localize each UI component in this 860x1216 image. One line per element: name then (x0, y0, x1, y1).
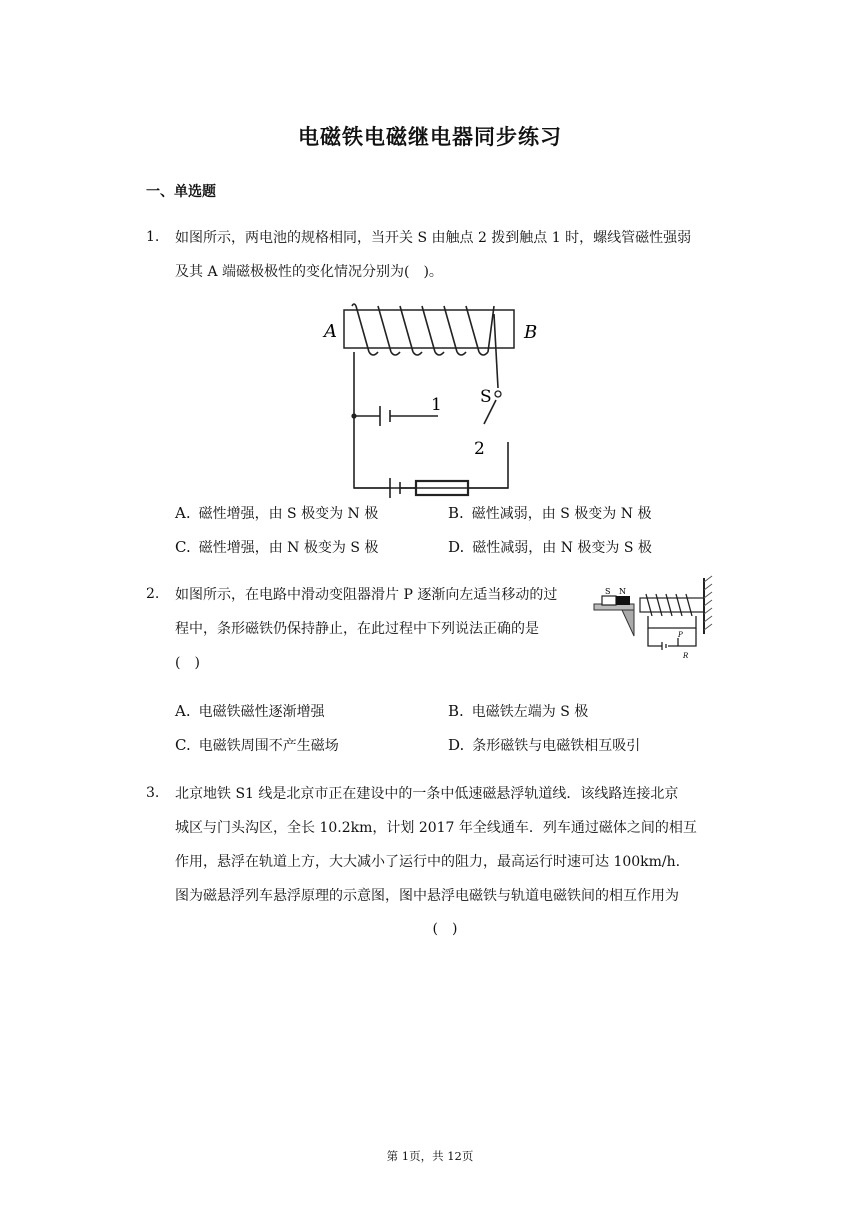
q1-option-d[interactable] (448, 537, 652, 557)
question-3-answer-blank: ( ) (432, 921, 458, 937)
question-line: 城区与门头沟区，全长 10.2km，计划 2017 年全线通车．列车通过磁体之间的相互 (175, 820, 697, 836)
question-1-text (175, 221, 735, 289)
solenoid-circuit-diagram (318, 302, 550, 498)
question-3-number: 3. (146, 785, 160, 801)
q2-option-c[interactable] (175, 735, 339, 755)
option-label: D. (448, 538, 465, 556)
section-heading: 一、单选题 (146, 184, 216, 200)
option-label: A. (175, 702, 191, 720)
question-line: 作用，悬浮在轨道上方，大大减小了运行中的阻力，最高运行时速可达 100km/h. (175, 854, 681, 870)
end-a-label: A (324, 321, 337, 342)
option-text: 磁性减弱，由 S 极变为 N 极 (471, 506, 652, 522)
question-2-number: 2. (146, 586, 160, 602)
rheostat-r-label: R (683, 652, 689, 660)
q2-option-d[interactable] (448, 735, 640, 755)
question-line: 及其 A 端磁极极性的变化情况分别为( )。 (175, 264, 443, 280)
option-text: 电磁铁周围不产生磁场 (198, 738, 339, 754)
option-label: B. (448, 504, 464, 522)
option-label: A. (175, 504, 191, 522)
option-text: 磁性增强，由 S 极变为 N 极 (198, 506, 379, 522)
magnet-s-label: S (605, 587, 611, 596)
magnet-n-label: N (619, 587, 626, 596)
option-label: D. (448, 736, 465, 754)
contact-2-label: 2 (474, 439, 485, 459)
question-line: 程中，条形磁铁仍保持静止，在此过程中下列说法正确的是 (175, 621, 539, 637)
option-text: 条形磁铁与电磁铁相互吸引 (472, 738, 641, 754)
question-2-text (175, 578, 595, 680)
page-footer: 第 1页，共 12页 (386, 1149, 474, 1163)
option-text: 磁性减弱，由 N 极变为 S 极 (472, 540, 652, 556)
option-text: 电磁铁磁性逐渐增强 (198, 704, 325, 720)
question-line: 如图所示，两电池的规格相同，当开关 S 由触点 2 拨到触点 1 时，螺线管磁性强弱 (175, 230, 692, 246)
option-text: 磁性增强，由 N 极变为 S 极 (198, 540, 379, 556)
q2-option-a[interactable] (175, 701, 325, 721)
question-line: 如图所示，在电路中滑动变阻器滑片 P 逐渐向左适当移动的过 (175, 587, 558, 603)
question-3-text (175, 777, 735, 913)
switch-s-label: S (480, 387, 492, 407)
electromagnet-rheostat-diagram (592, 574, 716, 660)
option-text: 电磁铁左端为 S 极 (471, 704, 589, 720)
q1-option-b[interactable] (448, 503, 651, 523)
slider-p-label: P (678, 631, 683, 639)
q1-option-a[interactable] (175, 503, 378, 523)
question-line: ( ) (175, 655, 200, 671)
option-label: B. (448, 702, 464, 720)
page-title: 电磁铁电磁继电器同步练习 (298, 125, 562, 149)
question-line: 图为磁悬浮列车悬浮原理的示意图，图中悬浮电磁铁与轨道电磁铁间的相互作用为 (175, 888, 679, 904)
q1-option-c[interactable] (175, 537, 378, 557)
contact-1-label: 1 (431, 395, 442, 415)
end-b-label: B (524, 322, 538, 343)
question-1-number: 1. (146, 229, 160, 245)
q2-option-b[interactable] (448, 701, 588, 721)
question-line: 北京地铁 S1 线是北京市正在建设中的一条中低速磁悬浮轨道线．该线路连接北京 (175, 786, 679, 802)
option-label: C. (175, 538, 191, 556)
option-label: C. (175, 736, 191, 754)
